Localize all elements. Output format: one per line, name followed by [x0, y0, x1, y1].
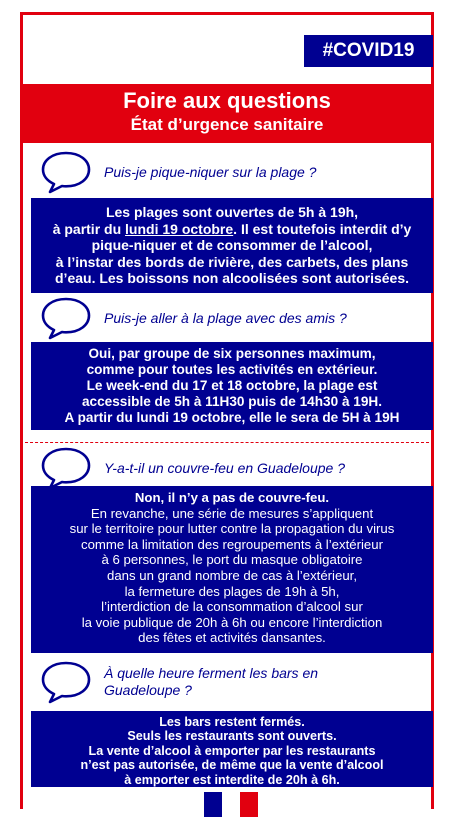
- answer-1-line: pique-niquer et de consommer de l’alcool,: [91, 237, 373, 253]
- speech-bubble-icon: [40, 446, 92, 490]
- logo-red-stripe: [240, 792, 258, 817]
- question-2-text: Puis-je aller à la plage avec des amis ?: [104, 309, 347, 326]
- answer-3-line: En revanche, une série de mesures s’appliquent: [90, 505, 374, 521]
- answer-1-date: lundi 19 octobre: [125, 220, 234, 237]
- answer-1: [31, 198, 433, 293]
- answer-3-line: la voie publique de 20h à 6h ou encore l’interdiction: [81, 614, 383, 630]
- answer-3-line: dans un grand nombre de cas à l’extérieur,: [107, 567, 357, 583]
- answer-4-line: La vente d’alcool à emporter par les restaurants: [88, 743, 376, 758]
- answer-2-line: A partir du lundi 19 octobre, elle le sera de 5H à 19H: [64, 410, 400, 425]
- answer-4-line: n’est pas autorisée, de même que la vente d’alcool: [80, 758, 384, 773]
- speech-bubble-icon: [40, 150, 92, 194]
- dashed-divider: [20, 442, 434, 443]
- answer-2-line: accessible de 5h à 11H30 puis de 14h30 à 19H.: [82, 394, 382, 409]
- answer-1-line: Les plages sont ouvertes de 5h à 19h,: [105, 204, 359, 220]
- answer-2-line: comme pour toutes les activités en extérieur.: [86, 362, 378, 377]
- speech-bubble-icon: [40, 660, 92, 704]
- answer-3-line: des fêtes et activités dansantes.: [138, 630, 326, 646]
- answer-1-text: . Il est toutefois interdit d’y: [233, 220, 412, 237]
- answer-4-line: à emporter est interdite de 20h à 6h.: [124, 772, 340, 787]
- question-4-line: Guadeloupe ?: [104, 682, 192, 698]
- answer-3-line: à 6 personnes, le port du masque obligatoire: [101, 552, 363, 568]
- answer-1-line: [35, 221, 429, 238]
- question-4-text: [104, 665, 318, 699]
- answer-1-text: à partir du: [52, 220, 126, 237]
- answer-3-line: comme la limitation des regroupements à l’extérieur: [81, 536, 383, 552]
- answer-4-line: Seuls les restaurants sont ouverts.: [127, 729, 337, 744]
- answer-3-line: l’interdiction de la consommation d’alcool sur: [101, 599, 363, 615]
- answer-2-line: Le week-end du 17 et 18 octobre, la plage est: [86, 378, 378, 393]
- answer-3-line: la fermeture des plages de 19h à 5h,: [124, 583, 340, 599]
- question-2: [40, 296, 347, 340]
- answer-3-line: sur le territoire pour lutter contre la propagation du virus: [69, 521, 395, 537]
- page-title: Foire aux questions: [123, 88, 331, 113]
- question-4: [40, 660, 318, 704]
- question-4-line: À quelle heure ferment les bars en: [104, 665, 319, 681]
- answer-4-line: Les bars restent fermés.: [159, 715, 305, 729]
- answer-3: [31, 486, 433, 653]
- question-3-text: Y-a-t-il un couvre-feu en Guadeloupe ?: [104, 459, 345, 476]
- page-subtitle: État d’urgence sanitaire: [130, 115, 324, 134]
- logo-blue-stripe: [204, 792, 222, 817]
- question-1-text: Puis-je pique-niquer sur la plage ?: [104, 163, 317, 180]
- answer-1-line: d’eau. Les boissons non alcoolisées sont autorisées.: [55, 270, 409, 286]
- page-header: [20, 84, 434, 143]
- answer-4: [31, 711, 433, 787]
- logo-white-stripe: [222, 792, 240, 817]
- question-1: [40, 150, 316, 194]
- speech-bubble-icon: [40, 296, 92, 340]
- question-3: [40, 446, 345, 490]
- answer-2: [31, 342, 433, 430]
- hashtag-badge: #COVID19: [304, 35, 433, 67]
- republique-francaise-logo: [204, 792, 258, 817]
- answer-3-lead: Non, il n’y a pas de couvre-feu.: [134, 490, 330, 505]
- answer-2-line: Oui, par groupe de six personnes maximum,: [88, 346, 376, 361]
- answer-1-line: à l’instar des bords de rivière, des carbets, des plans: [55, 253, 409, 270]
